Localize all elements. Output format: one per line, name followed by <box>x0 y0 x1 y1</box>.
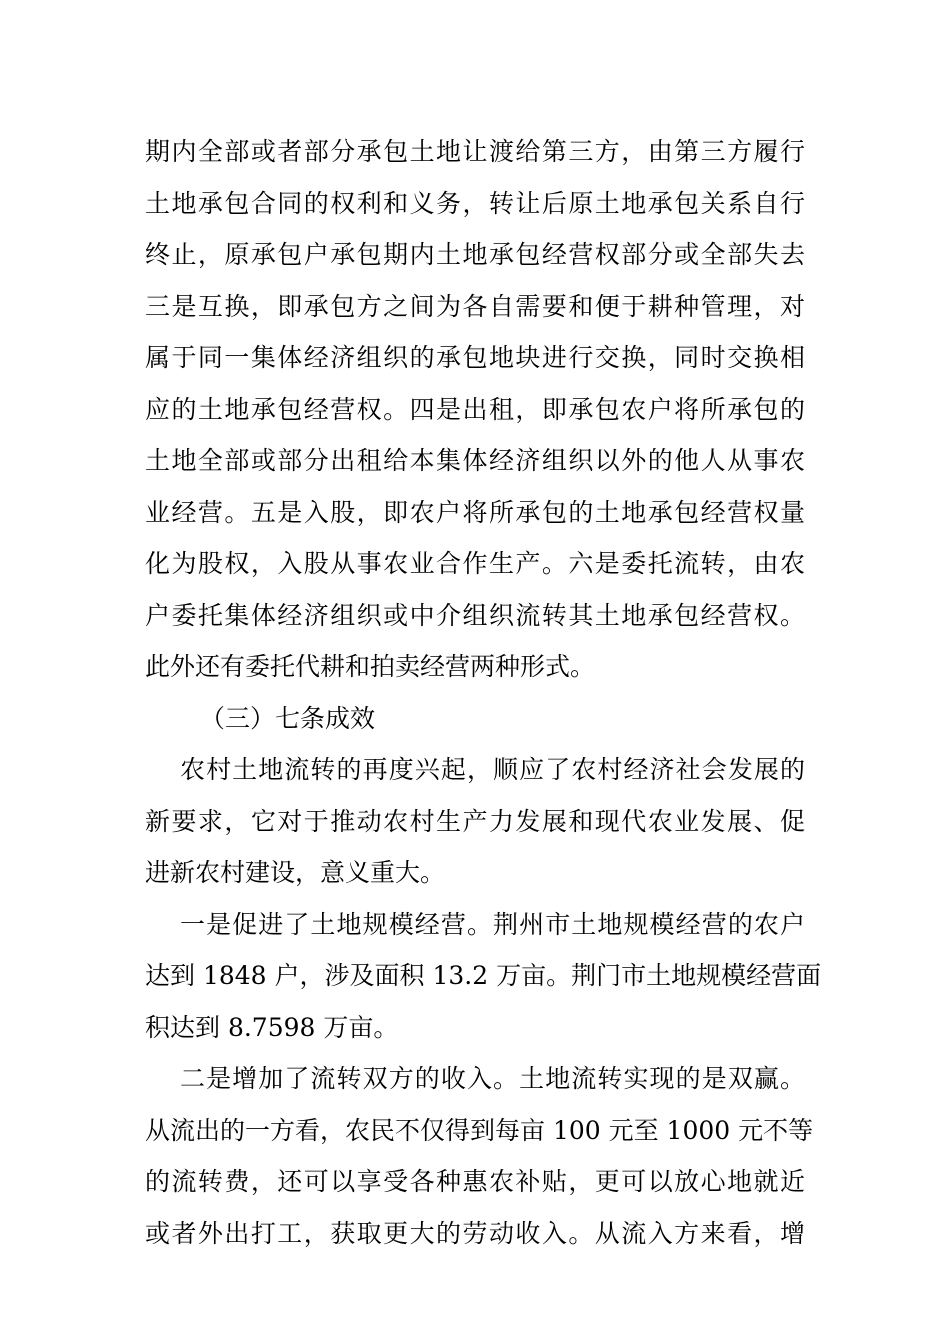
text-line: 积达到 8.7598 万亩。 <box>145 1013 399 1042</box>
section-heading: （三）七条成效 <box>200 704 376 733</box>
text-line: 属于同一集体经济组织的承包地块进行交换，同时交换相 <box>145 343 805 372</box>
text-line: 终止，原承包户承包期内土地承包经营权部分或全部失去 <box>145 240 805 269</box>
text-line: 应的土地承包经营权。四是出租，即承包农户将所承包的 <box>145 395 805 424</box>
text-line: 从流出的一方看，农民不仅得到每亩 100 元至 1000 元不等 <box>145 1116 814 1145</box>
text-line: 户委托集体经济组织或中介组织流转其土地承包经营权。 <box>145 601 805 630</box>
text-line: 达到 1848 户，涉及面积 13.2 万亩。荆门市土地规模经营面 <box>145 961 822 990</box>
text-line: 三是互换，即承包方之间为各自需要和便于耕种管理，对 <box>145 292 805 321</box>
text-line: 的流转费，还可以享受各种惠农补贴，更可以放心地就近 <box>145 1167 805 1196</box>
text-line: 二是增加了流转双方的收入。土地流转实现的是双赢。 <box>180 1064 805 1093</box>
text-line: 此外还有委托代耕和拍卖经营两种形式。 <box>145 652 596 681</box>
text-line: 进新农村建设，意义重大。 <box>145 858 446 887</box>
text-line: 业经营。五是入股，即农户将所承包的土地承包经营权量 <box>145 498 805 527</box>
text-line: 农村土地流转的再度兴起，顺应了农村经济社会发展的 <box>180 755 805 784</box>
text-line: 土地承包合同的权利和义务，转让后原土地承包关系自行 <box>145 189 805 218</box>
text-line: 化为股权，入股从事农业合作生产。六是委托流转，由农 <box>145 549 805 578</box>
text-line: 一是促进了土地规模经营。荆州市土地规模经营的农户 <box>180 910 805 939</box>
text-line: 或者外出打工，获取更大的劳动收入。从流入方来看，增 <box>145 1219 805 1248</box>
text-line: 土地全部或部分出租给本集体经济组织以外的他人从事农 <box>145 446 805 475</box>
text-line: 期内全部或者部分承包土地让渡给第三方，由第三方履行 <box>145 137 805 166</box>
text-line: 新要求，它对于推动农村生产力发展和现代农业发展、促 <box>145 807 805 836</box>
